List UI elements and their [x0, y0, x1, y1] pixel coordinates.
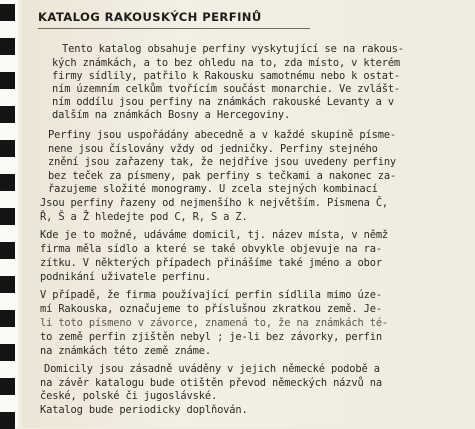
title-underline [38, 28, 310, 29]
paragraph-line: firma měla sídlo a které se také obvykle objevuje na ra- [40, 243, 382, 255]
paragraph-line: Katalog bude periodicky doplňován. [40, 404, 248, 416]
perforation-hole [0, 344, 15, 361]
paragraph-line: ním oddílu jsou perfiny na známkách rakouské Levanty a v [52, 96, 394, 108]
page-title: KATALOG RAKOUSKÝCH PERFINŮ [38, 10, 262, 24]
paragraph-line: Domicily jsou zásadně uváděny v jejich německé podobě a [44, 363, 380, 375]
paragraph-line: li toto písmeno v závorce, znamená to, že na známkách té- [40, 317, 389, 329]
perforation-hole [0, 106, 15, 123]
paragraph-line: dalším na známkách Bosny a Hercegoviny. [52, 109, 291, 121]
perforation-hole [0, 208, 15, 225]
paragraph-line: znění jsou zařazeny tak, že nejdříve jsou uvedeny perfiny [48, 156, 397, 168]
perforation-hole [0, 276, 15, 293]
paragraph-line: zítku. V některých případech přinášíme také jméno a obor [40, 257, 382, 269]
paragraph-line: V případě, že firma používající perfin sídlila mimo úze- [40, 289, 382, 301]
paragraph-line: to země perfin zjištěn nebyl ; je-li bez závorky, perfin [40, 331, 382, 343]
perforation-hole [0, 412, 15, 429]
paragraph-line: bez teček za písmeny, pak perfiny s tečkami a nakonec za- [48, 170, 397, 182]
perforation-hole [0, 310, 15, 327]
perforation-hole [0, 378, 15, 395]
paragraph-line: nene jsou číslovány vždy od jedničky. Perfiny stejného [48, 143, 378, 155]
paragraph-line: Perfiny jsou uspořádány abecedně a v každé skupině písme- [48, 129, 397, 141]
paragraph-line: na závěr katalogu bude otištěn převod německých názvů na [40, 377, 382, 389]
perforation-hole [0, 140, 15, 157]
perforation-hole [0, 72, 15, 89]
paragraph-line: řazujeme složité monogramy. U zcela stejných kombinací [48, 183, 378, 195]
paragraph-line: Tento katalog obsahuje perfiny vyskytující se na rakous- [62, 43, 404, 55]
perforation-hole [0, 38, 15, 55]
paragraph-line: Jsou perfiny řazeny od nejmenšího k největším. Písmena Č, [40, 197, 389, 209]
paragraph-line: firmy sídlily, patřilo k Rakousku samotnému nebo k ostat- [52, 70, 401, 82]
paragraph-line: podnikání uživatele perfinu. [40, 271, 211, 283]
film-perforation-strip [0, 0, 18, 428]
paragraph-line: mí Rakouska, označujeme to příslušnou zkratkou země. Je- [40, 303, 382, 315]
paragraph-line: Kde je to možné, udáváme domicil, tj. název místa, v němž [40, 229, 389, 241]
perforation-hole [0, 174, 15, 191]
paragraph-line: české, polské či jugoslávské. [40, 390, 218, 402]
perforation-hole [0, 4, 15, 21]
paragraph-line: ním územním celkům tvořícím součást monarchie. Ve zvlášt- [52, 83, 401, 95]
paragraph-line: Ř, Š a Ž hledejte pod C, R, S a Z. [40, 211, 248, 223]
paragraph-line: na známkách této země známe. [40, 345, 211, 357]
perforation-hole [0, 242, 15, 259]
paragraph-line: kých známkách, a to bez ohledu na to, zda místo, v kterém [52, 57, 401, 69]
